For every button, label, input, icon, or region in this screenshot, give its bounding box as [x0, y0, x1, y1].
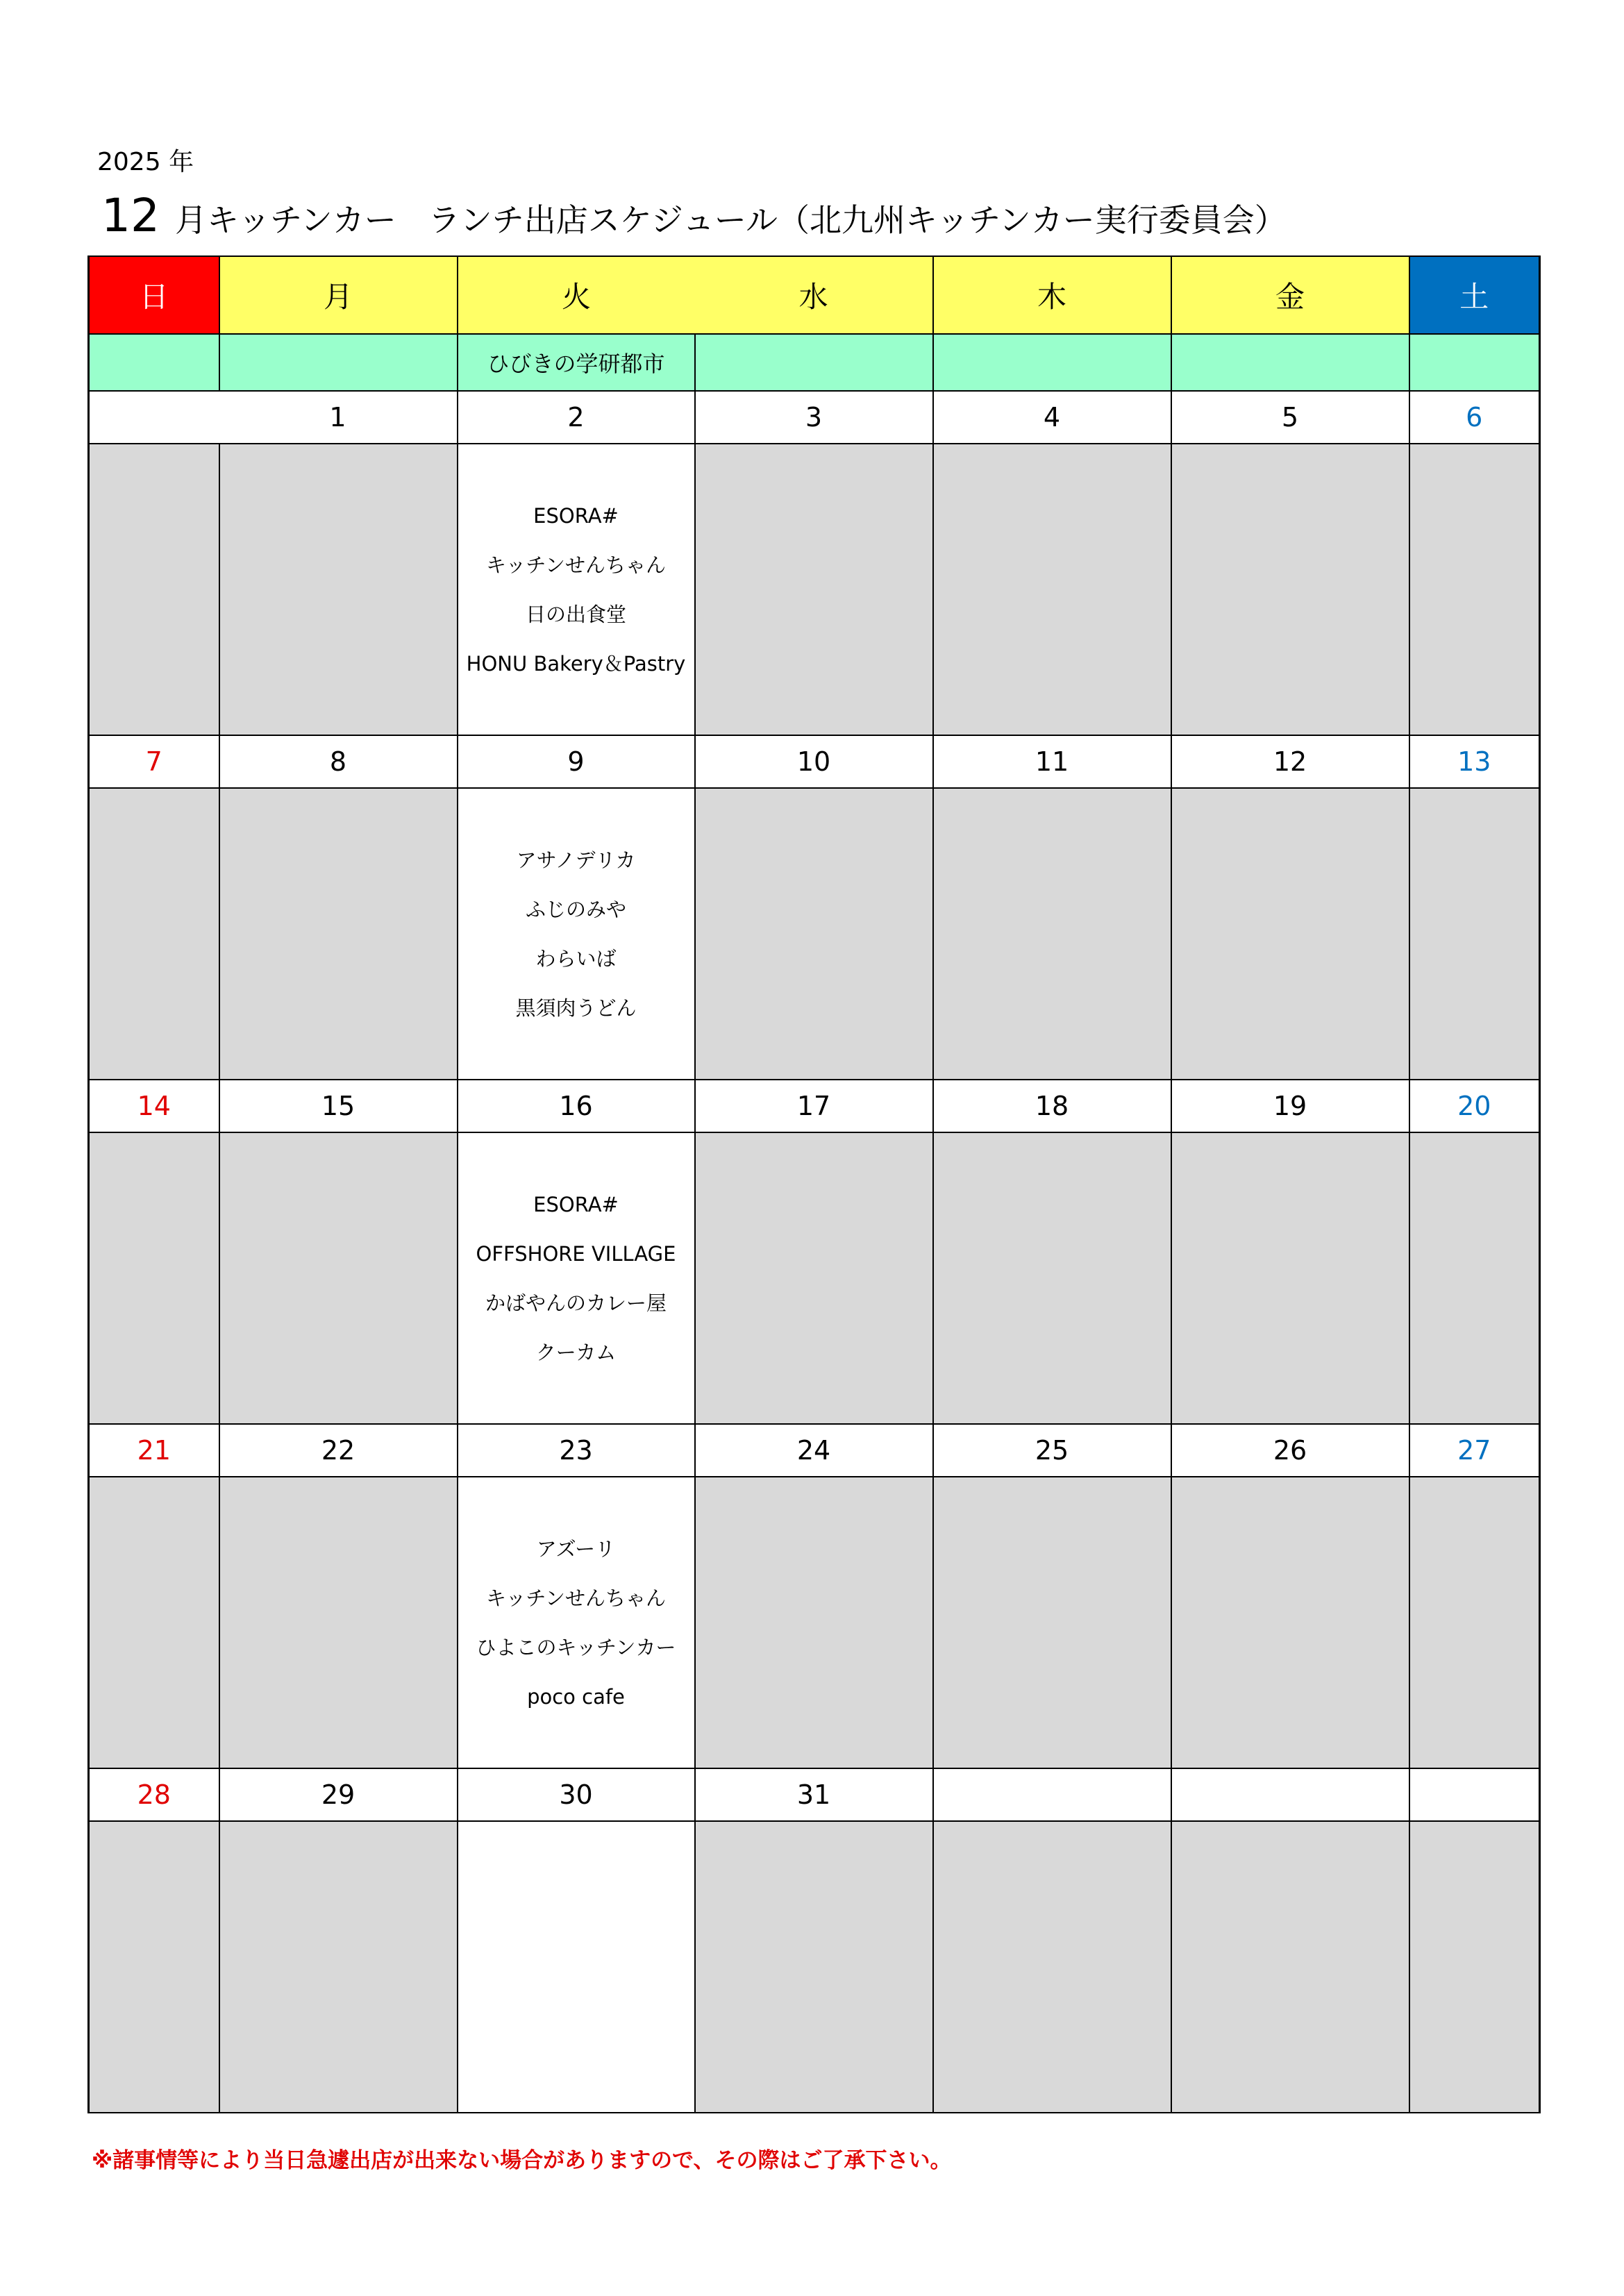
- vendor-name: ESORA#: [533, 1193, 619, 1216]
- vendor-name: アサノデリカ: [516, 848, 636, 872]
- closed-day-cell: [89, 1821, 219, 2113]
- open-day-cell: [458, 1821, 695, 2113]
- title-month: 12: [101, 189, 160, 242]
- weekday-header-thu: 木: [933, 256, 1171, 334]
- date-cell: 19: [1171, 1080, 1409, 1132]
- date-row: [89, 735, 1540, 788]
- date-cell: 2: [458, 391, 695, 444]
- weekday-header-wed: 水: [695, 256, 933, 334]
- location-cell: [89, 334, 219, 391]
- date-cell: 13: [1409, 735, 1540, 788]
- date-cell: 23: [458, 1424, 695, 1477]
- date-cell: 30: [458, 1768, 695, 1821]
- date-cell: 25: [933, 1424, 1171, 1477]
- vendor-name: ESORA#: [533, 504, 619, 528]
- date-cell: 15: [219, 1080, 458, 1132]
- closed-day-cell: [933, 1821, 1171, 2113]
- year-label: [97, 142, 194, 178]
- schedule-row: [89, 1477, 1540, 1768]
- date-cell: 20: [1409, 1080, 1540, 1132]
- date-cell: 17: [695, 1080, 933, 1132]
- closed-day-cell: [1409, 1821, 1540, 2113]
- vendor-name: クーカム: [535, 1341, 617, 1364]
- vendor-name: ひよこのキッチンカー: [476, 1636, 676, 1659]
- closed-day-cell: [933, 1477, 1171, 1768]
- closed-day-cell: [1171, 1132, 1409, 1424]
- closed-day-cell: [219, 444, 458, 735]
- vendor-name: 黒須肉うどん: [515, 996, 637, 1020]
- date-cell: 21: [89, 1424, 219, 1477]
- vendor-list-cell: [458, 788, 695, 1080]
- location-cell: [933, 334, 1171, 391]
- date-cell: 28: [89, 1768, 219, 1821]
- closed-day-cell: [695, 788, 933, 1080]
- location-cell: [1171, 334, 1409, 391]
- weekday-header-fri: 金: [1171, 256, 1409, 334]
- weekday-header-sun: 日: [89, 256, 219, 334]
- year-suffix: 年: [169, 148, 194, 176]
- date-cell: 29: [219, 1768, 458, 1821]
- vendor-name: ふじのみや: [525, 898, 626, 921]
- date-cell: 24: [695, 1424, 933, 1477]
- closed-day-cell: [1409, 788, 1540, 1080]
- vendor-name: HONU Bakery＆Pastry: [466, 652, 686, 676]
- page-title: [101, 189, 1287, 242]
- closed-day-cell: [219, 1132, 458, 1424]
- closed-day-cell: [695, 444, 933, 735]
- closed-day-cell: [89, 444, 219, 735]
- vendor-name: アズーリ: [536, 1537, 616, 1561]
- vendor-list-cell: [458, 444, 695, 735]
- location-row: [89, 334, 1540, 391]
- date-cell: [1171, 1768, 1409, 1821]
- closed-day-cell: [219, 1477, 458, 1768]
- location-cell: [695, 334, 933, 391]
- weekday-header-mon: 月: [219, 256, 458, 334]
- closed-day-cell: [695, 1477, 933, 1768]
- vendor-name: わらいば: [535, 947, 617, 971]
- vendor-name: 日の出食堂: [525, 603, 626, 626]
- closed-day-cell: [1171, 788, 1409, 1080]
- closed-day-cell: [89, 1477, 219, 1768]
- date-cell: 27: [1409, 1424, 1540, 1477]
- date-cell: 14: [89, 1080, 219, 1132]
- closed-day-cell: [1409, 444, 1540, 735]
- vendor-name: かばやんのカレー屋: [485, 1291, 667, 1315]
- closed-day-cell: [219, 788, 458, 1080]
- closed-day-cell: [1409, 1132, 1540, 1424]
- date-row: [89, 1424, 1540, 1477]
- date-cell: 1: [219, 391, 458, 444]
- date-cell: 31: [695, 1768, 933, 1821]
- date-cell: 3: [695, 391, 933, 444]
- vendor-list-cell: [458, 1477, 695, 1768]
- closed-day-cell: [219, 1821, 458, 2113]
- date-cell: 26: [1171, 1424, 1409, 1477]
- schedule-row: [89, 1821, 1540, 2113]
- date-row: [89, 391, 1540, 444]
- closed-day-cell: [1171, 444, 1409, 735]
- date-cell: 7: [89, 735, 219, 788]
- date-cell: 5: [1171, 391, 1409, 444]
- vendor-name: キッチンせんちゃん: [486, 553, 666, 577]
- closed-day-cell: [1171, 1821, 1409, 2113]
- date-cell: 16: [458, 1080, 695, 1132]
- date-cell: 4: [933, 391, 1171, 444]
- date-row: [89, 1080, 1540, 1132]
- weekday-header-tue: 火: [458, 256, 695, 334]
- year-number: 2025: [97, 148, 161, 176]
- vendor-list-cell: [458, 1132, 695, 1424]
- date-cell: 8: [219, 735, 458, 788]
- date-cell: 10: [695, 735, 933, 788]
- weekday-header-row: [89, 256, 1540, 334]
- schedule-row: [89, 444, 1540, 735]
- footnote-text: ※諸事情等により当日急遽出店が出来ない場合がありますので、その際はご了承下さい。: [92, 2148, 952, 2173]
- location-cell: [219, 334, 458, 391]
- date-cell: [933, 1768, 1171, 1821]
- closed-day-cell: [933, 788, 1171, 1080]
- location-cell-tue: ひびきの学研都市: [458, 334, 695, 391]
- closed-day-cell: [933, 444, 1171, 735]
- closed-day-cell: [695, 1132, 933, 1424]
- closed-day-cell: [695, 1821, 933, 2113]
- title-text: 月キッチンカー ランチ出店スケジュール（北九州キッチンカー実行委員会）: [174, 201, 1287, 239]
- date-cell: 11: [933, 735, 1171, 788]
- vendor-name: キッチンせんちゃん: [486, 1586, 666, 1610]
- closed-day-cell: [933, 1132, 1171, 1424]
- location-cell: [1409, 334, 1540, 391]
- vendor-name: poco cafe: [527, 1685, 625, 1709]
- schedule-row: [89, 788, 1540, 1080]
- closed-day-cell: [89, 1132, 219, 1424]
- date-cell: [89, 391, 219, 444]
- date-cell: 18: [933, 1080, 1171, 1132]
- date-cell: 9: [458, 735, 695, 788]
- date-row: [89, 1768, 1540, 1821]
- date-cell: 12: [1171, 735, 1409, 788]
- date-cell: [1409, 1768, 1540, 1821]
- closed-day-cell: [89, 788, 219, 1080]
- schedule-row: [89, 1132, 1540, 1424]
- vendor-name: OFFSHORE VILLAGE: [476, 1242, 676, 1266]
- closed-day-cell: [1409, 1477, 1540, 1768]
- date-cell: 6: [1409, 391, 1540, 444]
- calendar-table: [87, 255, 1541, 2113]
- date-cell: 22: [219, 1424, 458, 1477]
- closed-day-cell: [1171, 1477, 1409, 1768]
- weekday-header-sat: 土: [1409, 256, 1540, 334]
